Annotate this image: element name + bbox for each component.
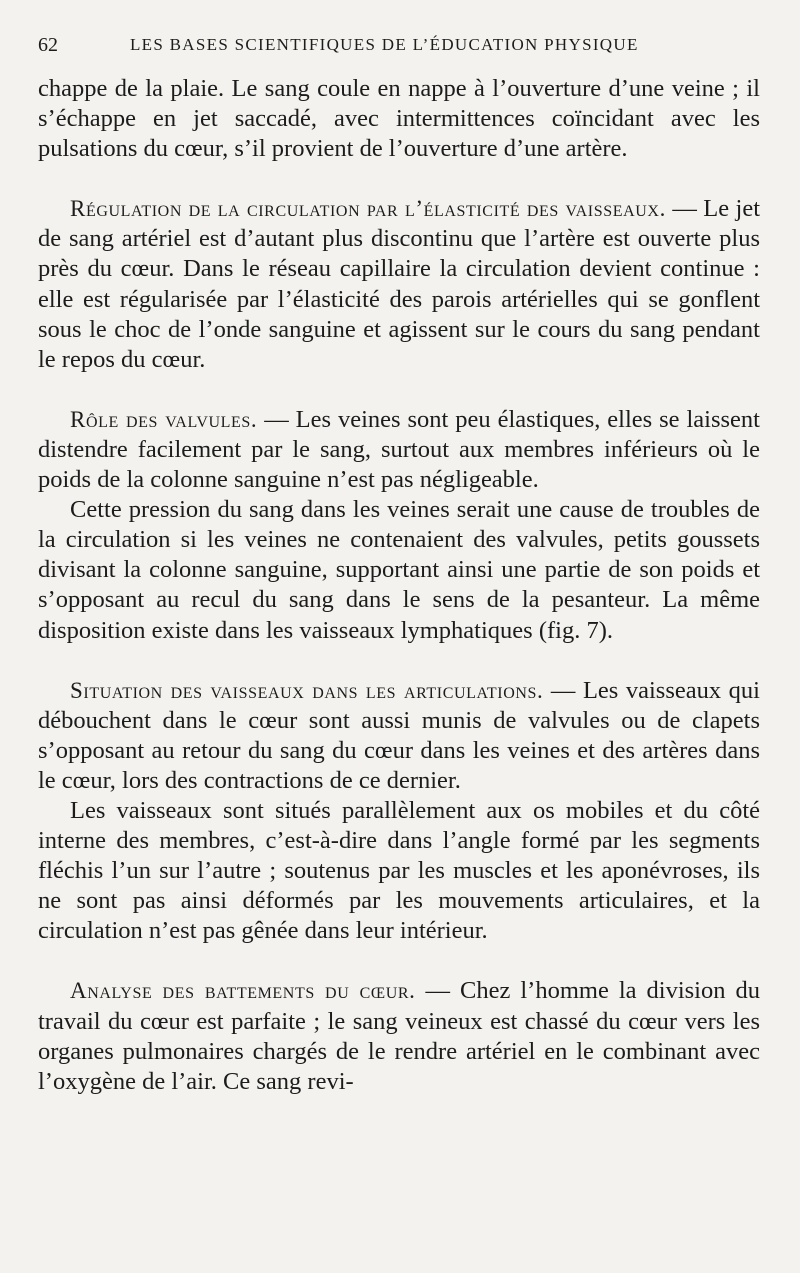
paragraph-text: — Les vaisseaux qui débouchent dans le cœur sont aussi munis de valvules ou de clapets s’opposant au retour du sang du cœur dans les veines et des artères dans le cœur, lors des contractions de ce dernier. bbox=[38, 676, 760, 794]
section-gap bbox=[38, 164, 760, 194]
paragraph-situation bbox=[38, 676, 760, 796]
paragraph-text: — Chez l’homme la division du travail du cœur est parfaite ; le sang veineux est chassé du cœur vers les organes pulmonaires chargés de le rendre artériel en le combinant avec l’oxygène de l’air. Ce sang revi- bbox=[38, 977, 760, 1095]
paragraph-text: — Le jet de sang artériel est d’autant plus discontinu que l’artère est ouverte plus près du cœur. Dans le réseau capillaire la circulation devient continue : elle est régularisée par l’élasticité des parois artérielles qui se gonflent sous le choc de l’onde sanguine et agissent sur le cours du sang pendant le repos du cœur. bbox=[38, 195, 760, 373]
paragraph-text: chappe de la plaie. Le sang coule en nappe à l’ouverture d’une veine ; il s’échappe en jet saccadé, avec intermittences coïncidant avec les pulsations du cœur, s’il provient de l’ouverture d’une artère. bbox=[38, 75, 760, 163]
paragraph-plaie bbox=[38, 74, 760, 164]
page-number: 62 bbox=[38, 34, 58, 56]
section-heading: Régulation de la circulation par l’élasticité des vaisseaux. bbox=[70, 196, 666, 222]
paragraph-regulation bbox=[38, 194, 760, 375]
paragraph-analyse bbox=[38, 976, 760, 1096]
running-head bbox=[38, 30, 760, 74]
paragraph-text: Les vaisseaux sont situés parallèlement aux os mobiles et du côté interne des membres, c’est-à-dire dans l’angle formé par les segments fléchis l’un sur l’autre ; soutenus par les muscles et les aponévroses, ils ne sont pas ainsi déformés par les mouvements articulaires, et la circulation n’est pas gênée dans leur intérieur. bbox=[38, 796, 760, 945]
paragraph-vaisseaux bbox=[38, 796, 760, 946]
body-text bbox=[38, 74, 760, 1097]
section-heading: Rôle des valvules. bbox=[70, 406, 258, 432]
paragraph-pression bbox=[38, 495, 760, 645]
section-gap bbox=[38, 375, 760, 405]
section-heading: Analyse des battements du cœur. bbox=[70, 978, 416, 1004]
section-heading: Situation des vaisseaux dans les articulations. bbox=[70, 677, 544, 703]
paragraph-text: — Les veines sont peu élastiques, elles se laissent distendre facilement par le sang, surtout aux membres inférieurs où le poids de la colonne sanguine n’est pas négligeable. bbox=[38, 405, 760, 494]
paragraph-text: Cette pression du sang dans les veines serait une cause de troubles de la circulation si les veines ne contenaient des valvules, petits goussets divisant la colonne sanguine, supportant ainsi une partie de son poids et s’opposant au recul du sang dans le sens de la pesanteur. La même disposition existe dans les vaisseaux lymphatiques (fig. 7). bbox=[38, 496, 760, 644]
section-gap bbox=[38, 646, 760, 676]
running-title: LES BASES SCIENTIFIQUES DE L’ÉDUCATION PHYSIQUE bbox=[130, 35, 639, 54]
paragraph-valvules bbox=[38, 405, 760, 495]
section-gap bbox=[38, 946, 760, 976]
